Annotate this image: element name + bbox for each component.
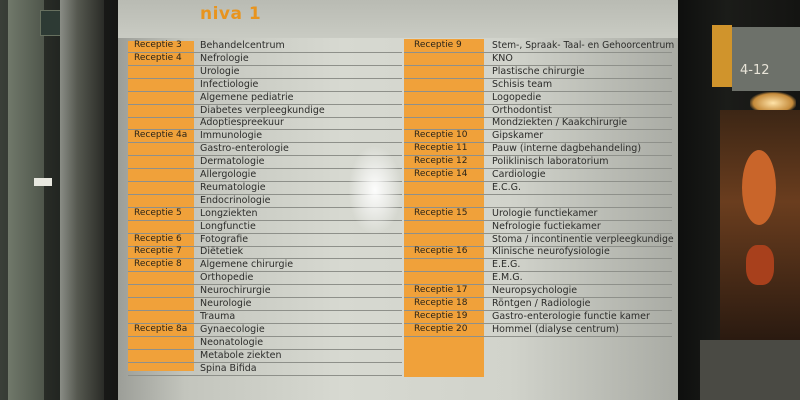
reception-label: Receptie 15 [414,207,468,218]
department-name: Immunologie [200,130,263,142]
department-name: Longziekten [200,207,258,219]
reception-label: Receptie 16 [414,246,468,257]
row-divider [128,310,402,311]
department-name: KNO [492,52,513,64]
department-name: Endocrinologie [200,194,271,206]
reception-label: Receptie 4 [134,52,182,63]
light-glare [348,145,402,235]
right-reception-sign [732,27,800,91]
reception-label: Receptie 7 [134,246,182,257]
department-name: E.C.G. [492,181,522,193]
reception-label: Receptie 8 [134,259,182,270]
department-name: Adoptiespreekuur [200,117,284,129]
row-divider [128,375,402,376]
department-name: Pauw (interne dagbehandeling) [492,143,642,155]
department-name: Stem-, Spraak- Taal- en Gehoorcentrum [492,40,675,51]
department-name: Stoma / incontinentie verpleegkundige [492,233,674,245]
department-name: E.M.G. [492,272,523,284]
reception-label: Receptie 6 [134,233,182,244]
row-divider [404,194,672,195]
reception-label: Receptie 3 [134,40,182,50]
department-name: Allergologie [200,169,257,180]
department-name: Neuropsychologie [492,285,578,297]
reception-label: Receptie 5 [134,207,182,218]
department-name: Algemene pediatrie [200,91,294,103]
reception-label: Receptie 9 [414,40,462,50]
row-divider [404,336,672,337]
department-name: Neurologie [200,298,252,309]
wall-poster [720,110,800,340]
row-divider [128,65,402,66]
poster-shape [746,245,774,285]
department-name: Neurochirurgie [200,285,271,297]
row-divider [404,181,672,182]
department-name: Cardiologie [492,169,546,180]
reception-label: Receptie 4a [134,130,188,141]
row-divider [404,52,672,53]
row-divider [404,258,672,259]
department-name: Gipskamer [492,130,544,142]
reception-label: Receptie 8a [134,323,188,334]
department-name: Algemene chirurgie [200,259,294,271]
reception-label: Receptie 20 [414,323,468,334]
department-name: Plastische chirurgie [492,65,585,77]
right-sign-number: 4-12 [740,63,770,78]
right-orange-strip [712,25,732,87]
left-sticker [34,178,52,186]
poster-shape [742,150,776,225]
department-name: Trauma [200,310,236,322]
reception-label: Receptie 10 [414,130,468,141]
department-name: Poliklinisch laboratorium [492,156,609,168]
row-divider [404,271,672,272]
reception-label: Receptie 11 [414,143,468,154]
department-name: Infectiologie [200,78,259,90]
reception-label: Receptie 14 [414,169,468,179]
department-name: Dermatologie [200,156,265,168]
department-name: Orthodontist [492,104,552,116]
level-title: niva 1 [200,4,262,24]
department-name: Behandelcentrum [200,40,285,51]
reception-label: Receptie 19 [414,310,468,321]
department-name: Urologie [200,65,240,77]
department-name: Neonatologie [200,336,264,348]
department-name: Gynaecologie [200,323,265,335]
left-glass-panel [8,0,44,400]
department-name: Diëtetiek [200,246,244,258]
department-name: Fotografie [200,233,249,245]
department-name: Spina Bifida [200,362,257,374]
department-name: Orthopedie [200,272,254,284]
department-name: Reumatologie [200,181,266,193]
department-name: Nefrologie fuctiekamer [492,220,601,232]
department-name: Gastro-enterologie [200,143,289,155]
directory-sign [118,0,678,400]
department-name: Longfunctie [200,220,256,232]
department-name: Logopedie [492,91,542,103]
left-door-frame [60,0,104,400]
department-name: Gastro-enterologie functie kamer [492,310,650,322]
row-divider [128,336,402,337]
row-divider [128,362,402,363]
department-name: Diabetes verpleegkundige [200,104,325,116]
floor [700,340,800,400]
row-divider [128,297,402,298]
reception-label: Receptie 12 [414,156,468,167]
reception-label: Receptie 17 [414,285,468,296]
row-divider [128,271,402,272]
row-divider [128,78,402,79]
department-name: Nefrologie [200,52,249,64]
department-name: Mondziekten / Kaakchirurgie [492,117,628,129]
department-name: E.E.G. [492,259,521,271]
reception-label: Receptie 18 [414,298,468,308]
department-name: Hommel (dialyse centrum) [492,323,619,335]
department-name: Schisis team [492,78,553,90]
department-name: Metabole ziekten [200,349,282,361]
department-name: Röntgen / Radiologie [492,298,591,309]
department-name: Urologie functiekamer [492,207,598,219]
department-name: Klinische neurofysiologie [492,246,610,258]
